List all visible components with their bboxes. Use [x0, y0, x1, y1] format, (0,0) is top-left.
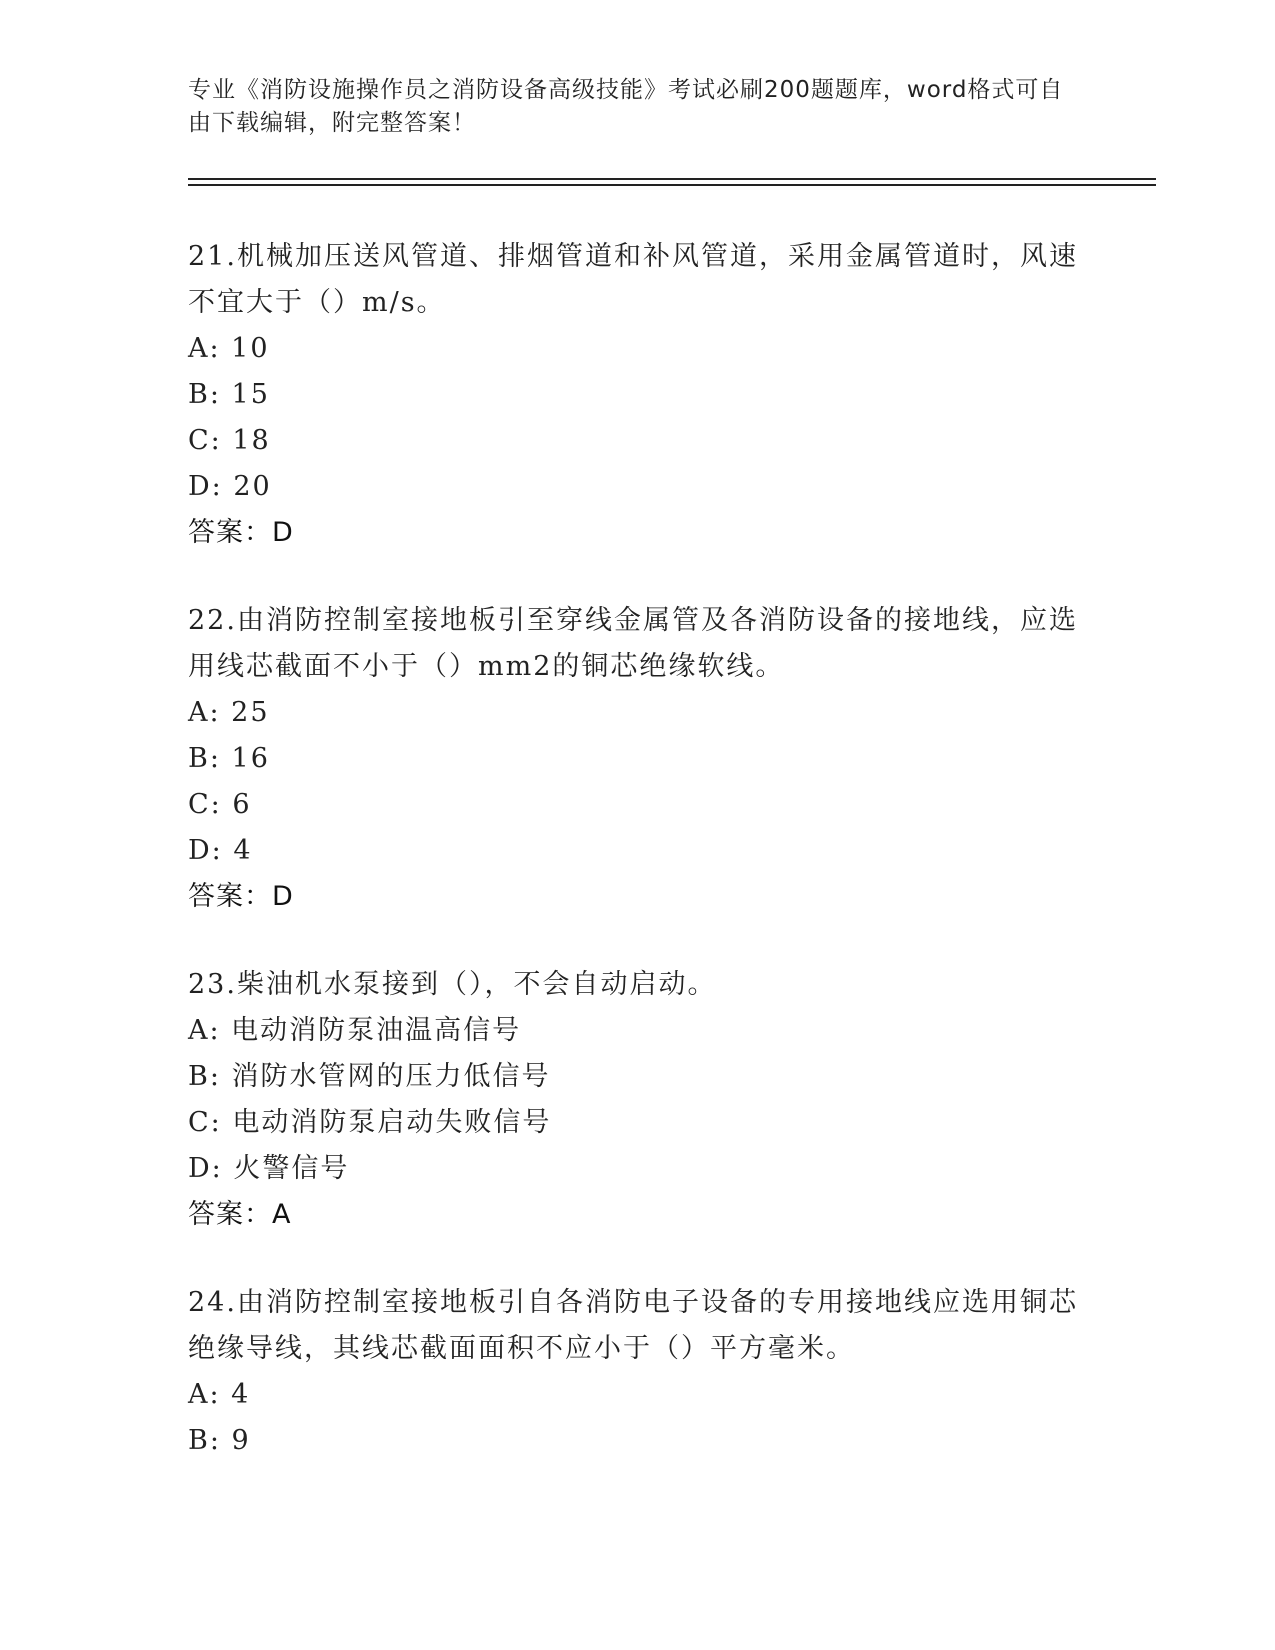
option-b: B: 16 — [188, 743, 270, 774]
answer-line: 答案：A — [188, 1199, 292, 1230]
option-d: D: 4 — [188, 835, 253, 866]
question-stem: 23.柴油机水泵接到（），不会自动启动。 — [188, 969, 717, 1000]
option-c: C: 6 — [188, 789, 252, 820]
option-d: D: 火警信号 — [188, 1153, 350, 1184]
question-stem: 24.由消防控制室接地板引自各消防电子设备的专用接地线应选用铜芯绝缘导线，其线芯截面面积不应小于（）平方毫米。 — [188, 1287, 1078, 1364]
option-c: C: 18 — [188, 425, 271, 456]
option-a: A: 10 — [188, 333, 270, 364]
question-21 — [188, 234, 1088, 556]
option-d: D: 20 — [188, 471, 272, 502]
option-b: B: 9 — [188, 1425, 251, 1456]
document-intro-text: 专业《消防设施操作员之消防设备高级技能》考试必刷200题题库，word格式可自由下载编辑，附完整答案！ — [188, 77, 1064, 136]
header-divider-bottom — [188, 184, 1156, 186]
option-b: B: 15 — [188, 379, 270, 410]
question-24 — [188, 1280, 1088, 1464]
header-divider-top — [188, 178, 1156, 180]
question-stem: 21.机械加压送风管道、排烟管道和补风管道，采用金属管道时，风速不宜大于（）m/s。 — [188, 241, 1078, 318]
option-a: A: 4 — [188, 1379, 251, 1410]
option-c: C: 电动消防泵启动失败信号 — [188, 1107, 552, 1138]
question-23 — [188, 962, 1088, 1238]
option-a: A: 25 — [188, 697, 270, 728]
option-a: A: 电动消防泵油温高信号 — [188, 1015, 522, 1046]
answer-line: 答案：D — [188, 881, 294, 912]
question-stem: 22.由消防控制室接地板引至穿线金属管及各消防设备的接地线，应选用线芯截面不小于（）mm2的铜芯绝缘软线。 — [188, 605, 1078, 682]
answer-line: 答案：D — [188, 517, 294, 548]
question-22 — [188, 598, 1088, 920]
option-b: B: 消防水管网的压力低信号 — [188, 1061, 551, 1092]
